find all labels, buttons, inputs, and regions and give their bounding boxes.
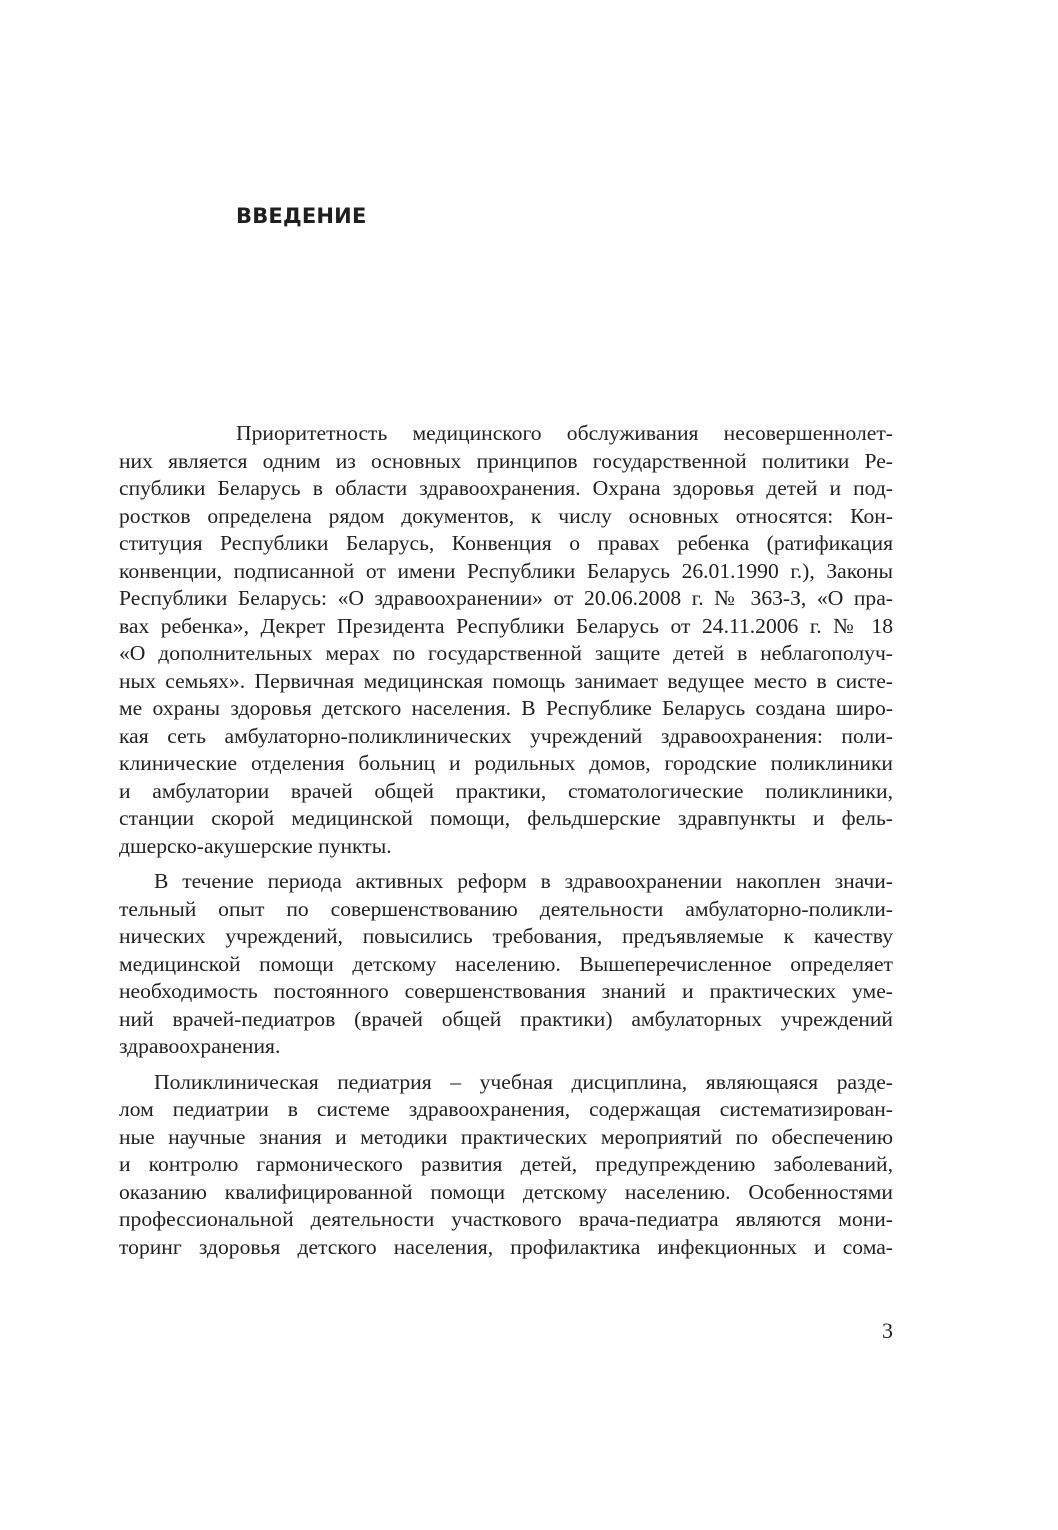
text-line: станции скорой медицинской помощи, фельдшерские здравпункты и фель- bbox=[119, 806, 893, 830]
text-line: клинические отделения больниц и родильных домов, городские поликлиники bbox=[119, 751, 893, 775]
section-heading: ВВЕДЕНИЕ bbox=[236, 204, 367, 228]
text-line: торинг здоровья детского населения, профилактика инфекционных и сома- bbox=[119, 1234, 893, 1259]
text-line: оказанию квалифицированной помощи детскому населению. Особенностями bbox=[119, 1179, 893, 1204]
text-line: ме охраны здоровья детского населения. В Республике Беларусь создана широ- bbox=[119, 696, 893, 720]
text-line: здравоохранения. bbox=[119, 1034, 281, 1058]
text-line: и амбулатории врачей общей практики, стоматологические поликлиники, bbox=[119, 778, 893, 803]
text-line: кая сеть амбулаторно-поликлинических учреждений здравоохранения: поли- bbox=[119, 723, 893, 748]
text-line: спублики Беларусь в области здравоохранения. Охрана здоровья детей и под- bbox=[119, 476, 893, 500]
text-line: Приоритетность медицинского обслуживания несовершеннолет- bbox=[236, 421, 893, 445]
text-line: профессиональной деятельности участкового врача-педиатра являются мони- bbox=[119, 1207, 893, 1231]
text-line: необходимость постоянного совершенствования знаний и практических уме- bbox=[119, 979, 893, 1003]
text-line: Республики Беларусь: «О здравоохранении» от 20.06.2008 г. № 363-З, «О пра- bbox=[119, 586, 893, 610]
text-line: ных семьях». Первичная медицинская помощь занимает ведущее место в систе- bbox=[119, 668, 893, 693]
text-line: конвенции, подписанной от имени Республики Беларусь 26.01.1990 г.), Законы bbox=[119, 558, 893, 583]
text-line: Поликлиническая педиатрия – учебная дисциплина, являющаяся разде- bbox=[154, 1069, 893, 1094]
text-line: них является одним из основных принципов государственной политики Ре- bbox=[119, 448, 893, 473]
text-line: «О дополнительных мерах по государственной защите детей в неблагополуч- bbox=[119, 641, 893, 665]
text-line: ростков определена рядом документов, к числу основных относятся: Кон- bbox=[119, 503, 893, 528]
text-line: и контролю гармонического развития детей, предупреждению заболеваний, bbox=[119, 1152, 893, 1176]
body-text bbox=[119, 420, 893, 1261]
text-line: ные научные знания и методики практических мероприятий по обеспечению bbox=[119, 1124, 893, 1149]
text-line: лом педиатрии в системе здравоохранения, содержащая систематизирован- bbox=[119, 1097, 893, 1121]
text-line: вах ребенка», Декрет Президента Республики Беларусь от 24.11.2006 г. № 18 bbox=[119, 613, 893, 638]
text-line: дшерско-акушерские пункты. bbox=[119, 833, 392, 858]
text-line: ституция Республики Беларусь, Конвенция о правах ребенка (ратификация bbox=[119, 531, 893, 555]
page-number: 3 bbox=[882, 1318, 893, 1343]
text-line: медицинской помощи детскому населению. Вышеперечисленное определяет bbox=[119, 951, 893, 976]
text-line: В течение периода активных реформ в здравоохранении накоплен значи- bbox=[154, 869, 893, 893]
text-line: нических учреждений, повысились требования, предъявляемые к качеству bbox=[119, 924, 893, 948]
text-line: тельный опыт по совершенствованию деятельности амбулаторно-поликли- bbox=[119, 896, 893, 921]
paragraph-gap bbox=[119, 1061, 893, 1069]
paragraph-gap bbox=[119, 860, 893, 868]
text-line: ний врачей-педиатров (врачей общей практики) амбулаторных учреждений bbox=[119, 1006, 893, 1031]
